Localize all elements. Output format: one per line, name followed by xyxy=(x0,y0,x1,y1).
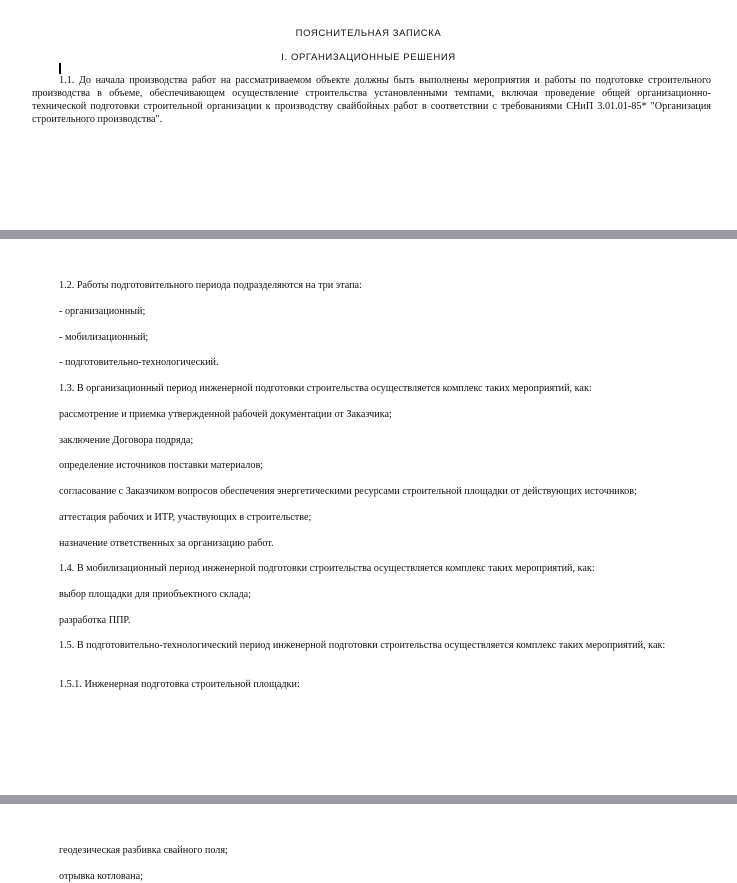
list-item[interactable]: определение источников поставки материалов; xyxy=(59,460,264,471)
paragraph-1-5[interactable]: 1.5. В подготовительно-технологический период инженерной подготовки строительства осуществляется комплекс таких мероприятий, как: xyxy=(59,640,666,651)
list-item[interactable]: согласование с Заказчиком вопросов обеспечения энергетическими ресурсами строительной площадки от действующих источников; xyxy=(59,486,637,497)
list-item[interactable]: разработка ППР. xyxy=(59,615,131,626)
list-item[interactable]: рассмотрение и приемка утвержденной рабочей документации от Заказчика; xyxy=(59,409,392,420)
paragraph-1-1[interactable]: 1.1. До начала производства работ на рассматриваемом объекте должны быть выполнены мероприятия и работы по подготовке строительного производства в объеме, обеспечивающем осуществление строительства установленными темпами, включая проведение общей организационно-технической подготовки строительной организации к производству свайбойных работ в соответствии с требованиями СНиП 3.01.01-85* "Организация строительного производства". xyxy=(32,75,711,125)
document-title: ПОЯСНИТЕЛЬНАЯ ЗАПИСКА xyxy=(295,28,442,39)
list-item[interactable]: геодезическая разбивка свайного поля; xyxy=(59,845,228,856)
paragraph-1-5-1[interactable]: 1.5.1. Инженерная подготовка строительной площадки: xyxy=(59,679,300,690)
list-item[interactable]: выбор площадки для приобъектного склада; xyxy=(59,589,251,600)
list-item[interactable]: отрывка котлована; xyxy=(59,871,143,882)
paragraph-1-3[interactable]: 1.3. В организационный период инженерной подготовки строительства осуществляется комплекс таких мероприятий, как: xyxy=(59,383,592,394)
list-item[interactable]: заключение Договора подряда; xyxy=(59,435,194,446)
document-page-2 xyxy=(0,239,737,795)
list-item[interactable]: - подготовительно-технологический. xyxy=(59,357,219,368)
list-item[interactable]: аттестация рабочих и ИТР, участвующих в строительстве; xyxy=(59,512,312,523)
paragraph-1-2[interactable]: 1.2. Работы подготовительного периода подразделяются на три этапа: xyxy=(59,280,362,291)
page-separator xyxy=(0,795,737,804)
document-page-1 xyxy=(0,0,737,230)
page-separator xyxy=(0,230,737,239)
paragraph-1-4[interactable]: 1.4. В мобилизационный период инженерной подготовки строительства осуществляется комплекс таких мероприятий, как: xyxy=(59,563,595,574)
text-cursor xyxy=(59,63,61,74)
section-heading: I. ОРГАНИЗАЦИОННЫЕ РЕШЕНИЯ xyxy=(281,52,456,63)
list-item[interactable]: - организационный; xyxy=(59,306,146,317)
list-item[interactable]: - мобилизационный; xyxy=(59,332,149,343)
list-item[interactable]: назначение ответственных за организацию работ. xyxy=(59,538,274,549)
document-page-3 xyxy=(0,804,737,883)
